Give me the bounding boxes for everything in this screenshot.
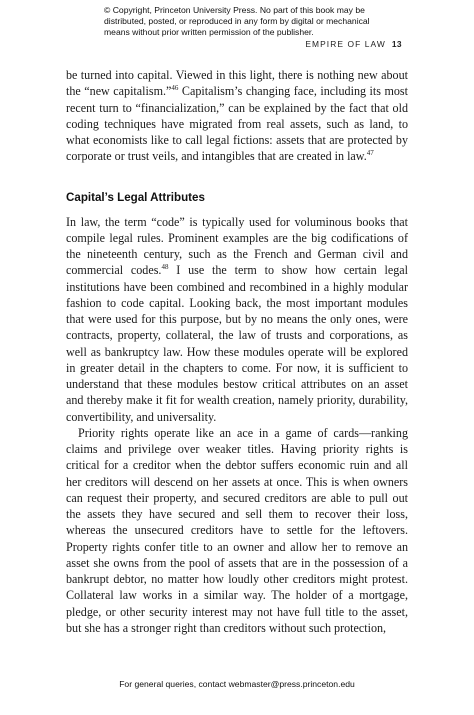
footnote-reference[interactable]: 46 [171,84,179,93]
copyright-line: means without prior written permission of the publisher. [104,27,314,37]
page-number: 13 [391,39,402,49]
copyright-notice [104,5,404,38]
running-head-title: EMPIRE OF LAW [305,39,386,49]
paragraph-text: I use the term to show how certain legal institutions have been combined and recombined in a highly modular fashion to code capital. Looking back, the most important modules that were used for this purpose, but by no means the only ones, were contracts, property, collateral, the law of trusts and corporations, as well as bankruptcy law. How these modules operate will be explored in greater detail in the chapters to come. For now, it is sufficient to understand that these modules bestow critical attributes on an asset and thereby make it fit for wealth creation, namely priority, durability, convertibility, and universality. [66,263,408,424]
paragraph [66,67,408,165]
page-body [66,67,408,636]
footnote-reference[interactable]: 48 [161,263,169,272]
paragraph-text: Capitalism’s changing face, including its most recent turn to “financialization,” can be explained by the fact that old coding techniques have migrated from real assets, such as land, to what economists like to call legal fictions: assets that are protected by corporate or trust veils, and intangibles that are created in law. [66,84,408,164]
footer-contact: For general queries, contact webmaster@press.princeton.edu [119,679,355,689]
paragraph-text: be turned into capital. Viewed in this light, there is nothing new about the “new capitalism.” [66,68,408,99]
paragraph-text: In law, the term “code” is typically used for voluminous books that compile legal rules. Prominent examples are the big codifications of the nineteenth century, such as the French and German civil and commercial codes. [66,214,408,278]
paragraph-text: Priority rights operate like an ace in a game of cards—ranking claims and privilege over weaker titles. Having priority rights is critical for a creditor when the debtor suffers economic ruin and all her creditors will descend on her assets at once. This is when owners can request their property, and secured creditors are able to pull out the assets they have secured and sell them to recover their loss, whereas the unsecured creditors have to settle for the leftovers. Property rights confer title to an owner and allow her to remove an asset she owns from the pool of assets that are in the possession of a bankrupt debtor, no matter how loudly other creditors might protest. Collateral law works in a similar way. The holder of a mortgage, pledge, or other security interest may not have full title to the asset, but she has a stronger right than creditors without such protection, [66,425,408,635]
section-heading: Capital’s Legal Attributes [66,190,205,204]
paragraph [66,425,408,636]
footnote-reference[interactable]: 47 [366,149,374,158]
copyright-line: © Copyright, Princeton University Press. No part of this book may be [104,5,365,15]
copyright-line: distributed, posted, or reproduced in any form by digital or mechanical [104,16,370,26]
paragraph [66,214,408,425]
running-head [305,39,402,49]
